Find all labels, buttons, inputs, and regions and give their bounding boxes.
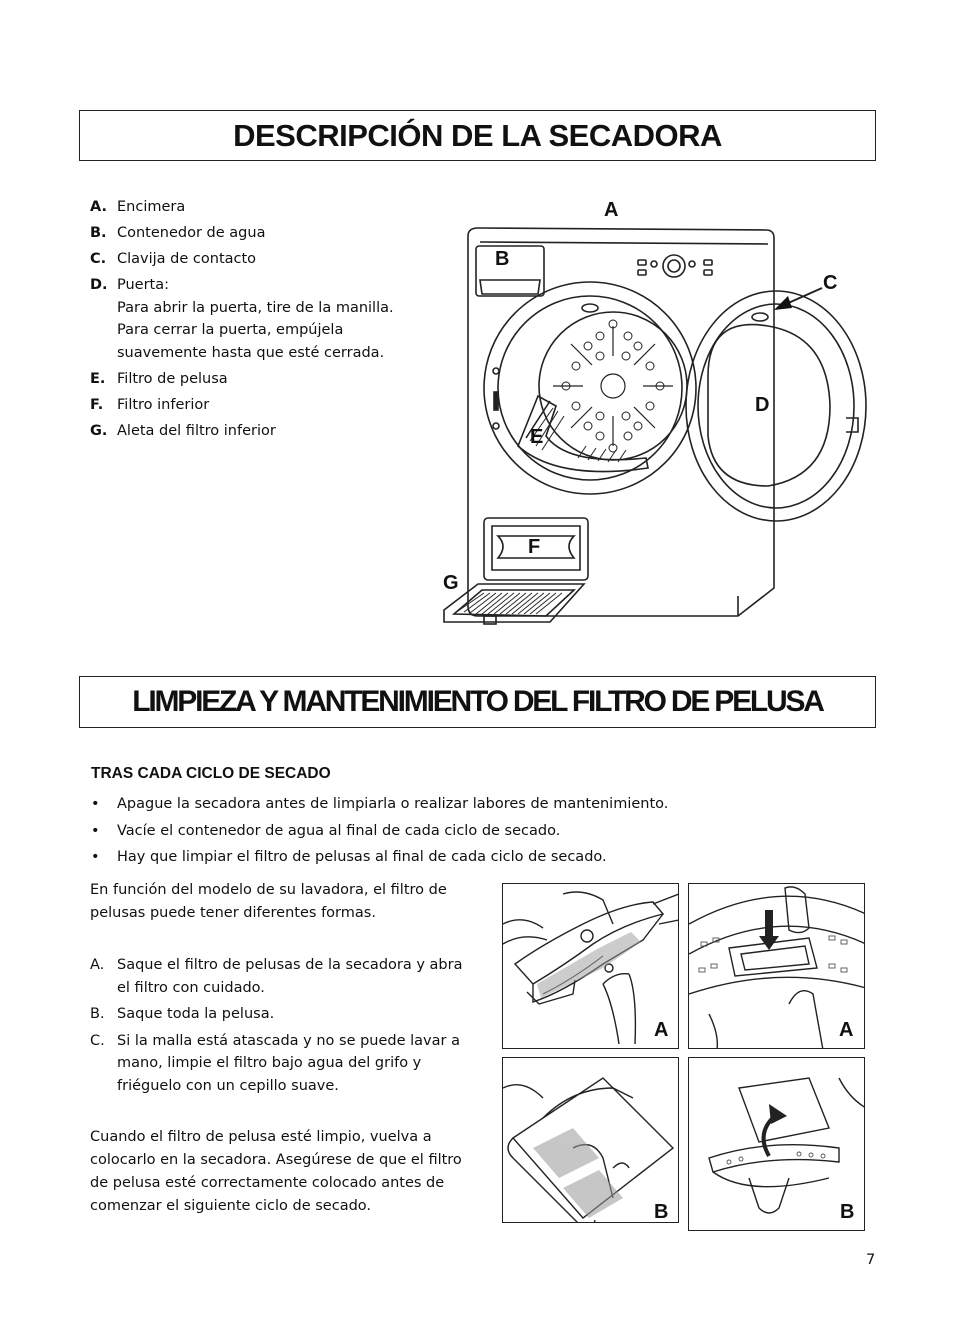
- item-letter: B.: [90, 225, 107, 241]
- list-item: [90, 368, 430, 391]
- list-item: [90, 1003, 480, 1026]
- label-d: D: [755, 394, 770, 416]
- item-text: Encimera: [117, 199, 186, 215]
- item-letter: G.: [90, 422, 108, 439]
- bullet-icon: •: [91, 849, 100, 866]
- panel-label: B: [654, 1201, 669, 1223]
- item-text: Saque el filtro de pelusas de la secadora y abra el filtro con cuidado.: [117, 957, 463, 996]
- item-text: Aleta del filtro inferior: [117, 422, 276, 439]
- final-paragraph: Cuando el filtro de pelusa esté limpio, vuelva a colocarlo en la secadora. Asegúrese de que el filtro de pelusa esté correctamente colocado antes de comenzar el siguiente ciclo de secado.: [90, 1129, 462, 1214]
- list-item: [90, 248, 430, 271]
- label-e: E: [530, 426, 544, 448]
- item-letter: D.: [90, 277, 108, 293]
- item-text: Hay que limpiar el filtro de pelusas al final de cada ciclo de secado.: [117, 849, 607, 866]
- illustration-panel: [502, 1057, 679, 1223]
- bullet-list: [91, 791, 691, 871]
- list-item: [90, 196, 430, 219]
- intro-paragraph: En función del modelo de su lavadora, el filtro de pelusas puede tener diferentes formas.: [90, 882, 447, 921]
- item-text: Si la malla está atascada y no se puede lavar a mano, limpie el filtro bajo agua del grifo y friéguelo con un cepillo suave.: [117, 1032, 460, 1094]
- label-b: B: [495, 248, 510, 270]
- bullet-icon: •: [91, 822, 100, 839]
- item-letter: F.: [90, 396, 104, 413]
- list-item: [91, 818, 691, 845]
- item-text: Vacíe el contenedor de agua al final de cada ciclo de secado.: [117, 822, 561, 839]
- item-text: Filtro de pelusa: [117, 370, 228, 387]
- label-f: F: [528, 536, 541, 558]
- section-title: LIMPIEZA Y MANTENIMIENTO DEL FILTRO DE PELUSA: [132, 685, 823, 718]
- list-item: [90, 954, 480, 999]
- illustration-panel: [502, 883, 679, 1049]
- subsection-title: TRAS CADA CICLO DE SECADO: [91, 765, 331, 782]
- bullet-icon: •: [91, 796, 100, 813]
- steps-list: [90, 954, 480, 1101]
- label-a: A: [604, 199, 619, 221]
- item-text: Filtro inferior: [117, 396, 210, 413]
- label-g: G: [443, 572, 459, 594]
- item-letter: A.: [90, 957, 105, 973]
- item-text: Apague la secadora antes de limpiarla o realizar labores de mantenimiento.: [117, 796, 669, 813]
- item-text: Contenedor de agua: [117, 225, 266, 241]
- section-title-box: [79, 110, 876, 161]
- list-item: [90, 394, 430, 417]
- section-title-box: [79, 676, 876, 728]
- dryer-diagram: [438, 196, 868, 636]
- section-title: DESCRIPCIÓN DE LA SECADORA: [233, 117, 722, 153]
- item-letter: E.: [90, 370, 106, 387]
- illustration-panel: [688, 883, 865, 1049]
- list-item: [91, 791, 691, 818]
- panel-label: B: [840, 1201, 855, 1223]
- list-item: [90, 420, 430, 443]
- illustration-panel: [688, 1057, 865, 1231]
- list-item: [90, 1030, 480, 1098]
- item-letter: A.: [90, 199, 107, 215]
- list-item: [90, 274, 430, 364]
- filter-insert-illustration: [689, 1058, 865, 1231]
- panel-label: A: [654, 1019, 669, 1041]
- list-item: [91, 844, 691, 871]
- label-c: C: [823, 272, 838, 294]
- parts-list: [90, 196, 430, 446]
- item-letter: C.: [90, 251, 107, 267]
- filter-clean-illustration: [503, 1058, 679, 1223]
- item-letter: C.: [90, 1032, 105, 1049]
- panel-label: A: [839, 1019, 854, 1041]
- page-number: 7: [866, 1252, 876, 1268]
- item-text: Puerta: Para abrir la puerta, tire de la manilla. Para cerrar la puerta, empújela suavemente hasta que esté cerrada.: [117, 277, 394, 361]
- item-letter: B.: [90, 1006, 105, 1022]
- item-text: Saque toda la pelusa.: [117, 1006, 275, 1022]
- filter-remove-illustration: [503, 884, 679, 1049]
- item-text: Clavija de contacto: [117, 251, 257, 267]
- list-item: [90, 222, 430, 245]
